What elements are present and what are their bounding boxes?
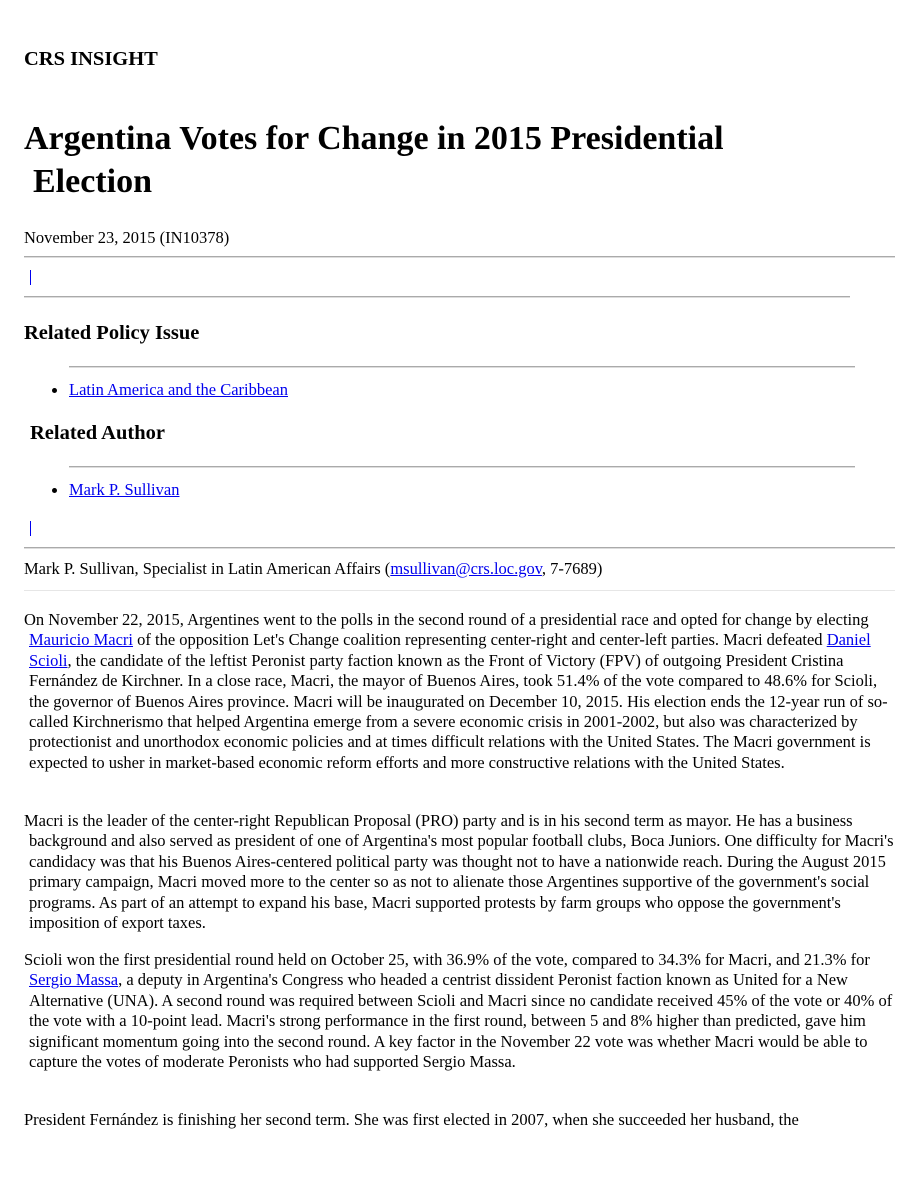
body-paragraph-2: Macri is the leader of the center-right Republican Proposal (PRO) party and is in his second term as mayor. He has a business background and also served as president of one of Argentina's most popular football clubs, Boca Juniors. One difficulty for Macri's candidacy was that his Buenos Aires-centered political party was thought not to have a nationwide reach. During the August 2015 primary campaign, Macri moved more to the center so as not to alienate those Argentines supportive of the government's social programs. As part of an attempt to expand his base, Macri supported protests by farm groups who oppose the government's imposition of export taxes. [24,811,894,933]
policy-link[interactable]: Latin America and the Caribbean [69,380,288,399]
daniel-scioli-link[interactable]: Daniel Scioli [29,630,871,670]
related-policy-list [69,380,288,400]
divider [24,590,895,591]
divider [24,256,895,258]
list-item [69,480,179,500]
author-email-link[interactable]: msullivan@crs.loc.gov [390,559,542,578]
divider [24,547,895,549]
paragraph-text: On November 22, 2015, Argentines went to the polls in the second round of a presidential race and opted for change by electing [24,610,869,629]
anchor-link[interactable] [24,270,32,286]
anchor-link[interactable] [24,521,32,537]
mauricio-macri-link[interactable]: Mauricio Macri [29,630,134,650]
page-title-line-1: Argentina Votes for Change in 2015 Presidential [24,120,724,157]
divider [69,366,855,368]
body-paragraph-3 [24,950,898,1072]
page-title [24,117,724,203]
paragraph-text: Scioli won the first presidential round held on October 25, with 36.9% of the vote, compared to 34.3% for Macri, and 21.3% for [24,950,870,969]
body-paragraph-4: President Fernández is finishing her second term. She was first elected in 2007, when she succeeded her husband, the [24,1110,799,1129]
author-byline [24,559,602,579]
list-item [69,380,288,400]
related-policy-heading: Related Policy Issue [24,322,200,344]
paragraph-text: , the candidate of the leftist Peronist party faction known as the Front of Victory (FPV) of outgoing President Cristina Fernández de Kirchner. In a close race, Macri, the mayor of Buenos Aires, took 51.4% of the vote compared to 48.6% for Scioli, the governor of Buenos Aires province. Macri will be inaugurated on December 10, 2015. His election ends the 12-year run of so-called Kirchnerismo that helped Argentina emerge from a severe economic crisis in 2001-2002, but also was characterized by protectionist and unorthodox economic policies and at times difficult relations with the United States. The Macri government is expected to usher in market-based economic reform efforts and more constructive relations with the United States. [29,650,888,772]
anchor-marker[interactable] [24,521,31,536]
anchor-marker[interactable] [24,270,31,285]
byline-text: Mark P. Sullivan, Specialist in Latin American Affairs ( [24,559,391,578]
divider [69,466,855,468]
paragraph-text: , a deputy in Argentina's Congress who headed a centrist dissident Peronist faction known as United for a New Alternative (UNA). A second round was required between Scioli and Macri since no candidate received 45% of the vote or 40% of the vote with a 10-point lead. Macri's strong performance in the first round, between 5 and 8% higher than predicted, gave him significant momentum going into the second round. A key factor in the November 22 vote was whether Macri would be able to capture the votes of moderate Peronists who had supported Sergio Massa. [29,970,893,1072]
paragraph-text: of the opposition Let's Change coalition representing center-right and center-left parties. Macri defeated [133,630,827,650]
divider [24,296,850,298]
byline-phone: , 7-7689) [541,559,603,578]
related-author-list [69,480,179,500]
report-type-label: CRS INSIGHT [24,48,158,70]
publication-date: November 23, 2015 (IN10378) [24,228,230,247]
page-title-line-2: Election [33,163,152,200]
sergio-massa-link[interactable]: Sergio Massa [29,970,119,990]
body-paragraph-1 [24,610,898,773]
related-author-heading: Related Author [30,422,165,444]
author-link[interactable]: Mark P. Sullivan [69,480,180,499]
